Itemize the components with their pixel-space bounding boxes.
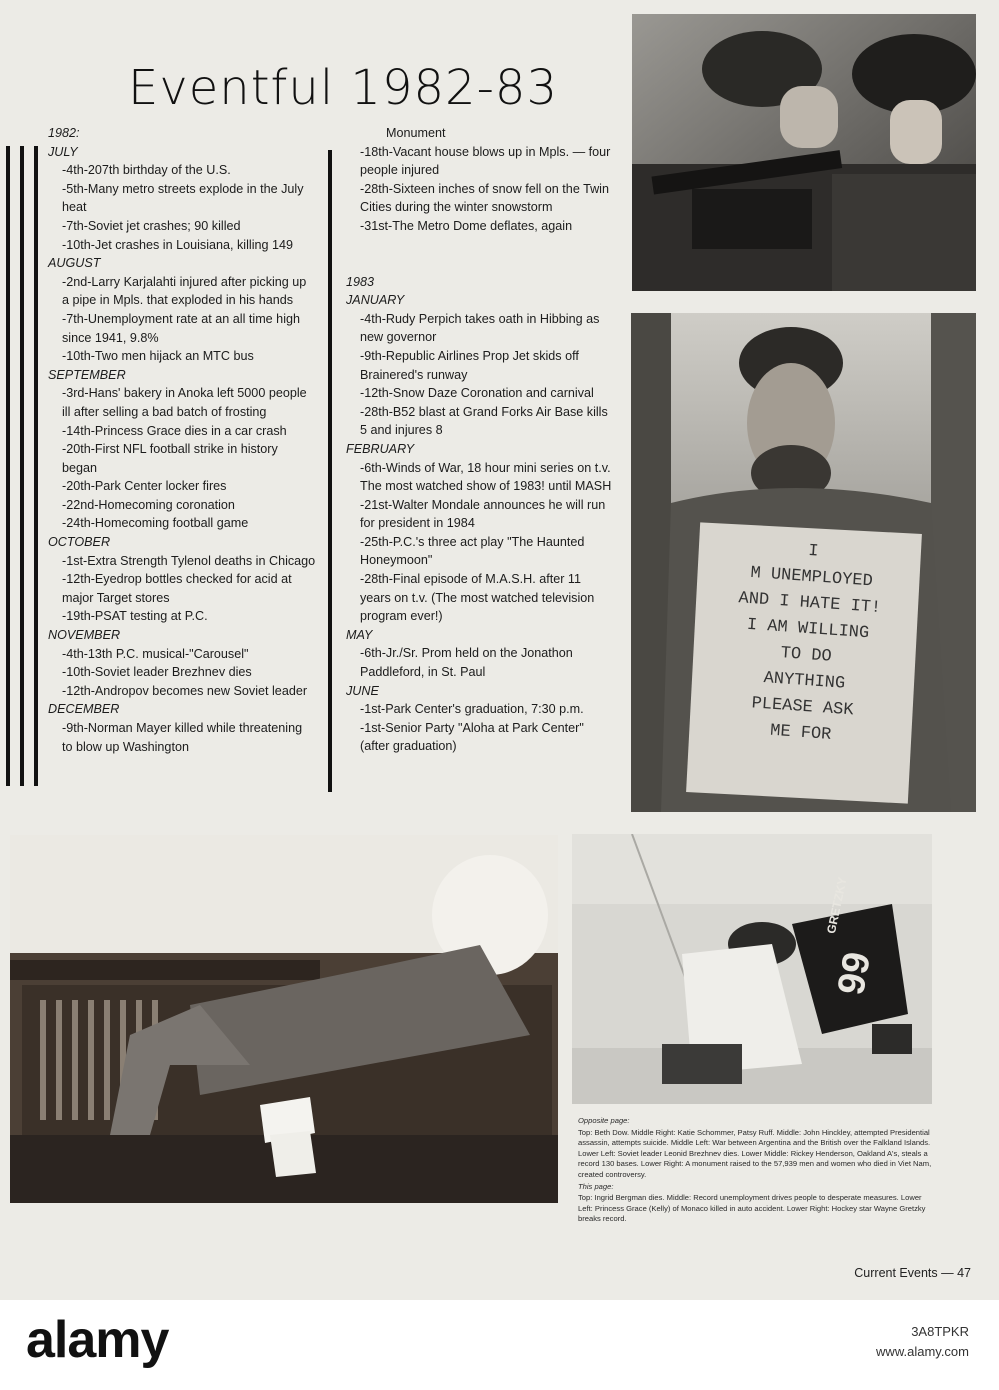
events-column-1 [48,124,316,756]
event-entry: -1st-Park Center's graduation, 7:30 p.m. [360,702,584,717]
watermark-image-id: 3A8TPKR [911,1324,969,1339]
event-entry-continued: Monument [386,126,446,140]
month-heading: JANUARY [346,293,405,308]
month-heading: MAY [346,627,373,642]
caption-paragraph [578,1128,938,1181]
month-heading: FEBRUARY [346,441,415,456]
event-entry: -10th-Soviet leader Brezhnev dies [62,665,252,680]
month-heading: JUNE [346,683,379,698]
month-heading: AUGUST [48,256,101,271]
sign-line: AND I HATE IT! [737,589,882,619]
caption-label: This page: [578,1181,614,1191]
sign-line: PLEASE ASK [750,694,855,721]
event-entry: -1st-Extra Strength Tylenol deaths in Chicago [62,553,316,568]
sign-line: TO DO [780,644,833,667]
event-entry: -2nd-Larry Karjalahti injured after picking up a pipe in Mpls. that exploded in his hands [62,274,307,308]
page-title: Eventful 1982-83 [128,60,558,116]
event-entry: -4th-Rudy Perpich takes oath in Hibbing as new governor [360,311,600,345]
section-gap [346,236,614,273]
event-entry: -31st-The Metro Dome deflates, again [360,218,573,233]
event-entry: -7th-Soviet jet crashes; 90 killed [62,218,241,233]
event-entry: -6th-Winds of War, 18 hour mini series on t.v. The most watched show of 1983! until MASH [360,460,612,494]
event-entry: -18th-Vacant house blows up in Mpls. — four people injured [360,144,611,178]
month-heading: JULY [48,144,78,159]
event-entry: -1st-Senior Party "Aloha at Park Center" (after graduation) [360,720,584,754]
photo-princess-grace [10,835,558,1203]
month-heading: NOVEMBER [48,628,121,643]
caption-text: Top: Beth Dow. Middle Right: Katie Schommer, Patsy Ruff. Middle: John Hinckley, attempted Presidential assassin, attempts suicide. Middle Left: War between Argentina and the British over the Falkland Islands. Lower Left: Soviet leader Leonid Brezhnev dies. Lower Middle: Rickey Henderson, Oakland A's, steals a record 130 bases. Lower Right: A monument raised to the 57,939 men and women who died in Viet Nam, created controversy. [578,1127,932,1179]
sign-line: ME FOR [769,721,832,745]
month-heading: 1982: [48,126,80,140]
event-entry: -6th-Jr./Sr. Prom held on the Jonathon Paddleford, in St. Paul [360,646,573,680]
photo-soldiers-art [632,14,976,291]
month-heading: OCTOBER [48,535,111,550]
sign-text [700,532,914,753]
events-column-2 [346,124,614,756]
jersey-name: GRETZKY [824,875,850,935]
photo-gretzky [572,834,932,1104]
sign-line: I [807,541,820,562]
event-entry: -4th-207th birthday of the U.S. [62,163,231,178]
month-heading: SEPTEMBER [48,367,126,382]
caption-paragraph [578,1182,938,1193]
photo-captions [578,1116,938,1226]
caption-text: Top: Ingrid Bergman dies. Middle: Record unemployment drives people to desperate measures. Lower Left: Princess Grace (Kelly) of Monaco killed in auto accident. Lower Right: Hockey star Wayne Gretzky breaks record. [578,1193,926,1224]
caption-paragraph [578,1193,938,1225]
sign-line: I AM WILLING [746,615,870,644]
photo-unemployed-man [631,313,976,812]
event-entry: -12th-Snow Daze Coronation and carnival [360,386,594,401]
month-heading: DECEMBER [48,702,120,717]
photo-piano-art [10,835,558,1203]
event-entry: -4th-13th P.C. musical-"Carousel" [62,646,249,661]
sign-line: M UNEMPLOYED [749,563,874,592]
watermark-logo: alamy [26,1311,169,1369]
event-entry: -3rd-Hans' bakery in Anoka left 5000 people ill after selling a bad batch of frosting [62,386,307,419]
left-rule-3 [34,146,38,786]
caption-paragraph [578,1116,938,1127]
page-footer: Current Events — 47 [854,1266,971,1280]
caption-label: Opposite page: [578,1116,630,1125]
event-entry: -10th-Two men hijack an MTC bus [62,349,254,364]
month-heading: 1983 [346,274,375,289]
event-entry: -7th-Unemployment rate at an all time high since 1941, 9.8% [62,311,300,345]
event-entry: -5th-Many metro streets explode in the July heat [62,181,304,215]
event-entry: -28th-B52 blast at Grand Forks Air Base kills 5 and injures 8 [360,404,608,438]
watermark-url: www.alamy.com [876,1344,969,1359]
event-entry: -9th-Republic Airlines Prop Jet skids off Brainered's runway [360,348,579,382]
center-rule [328,150,332,792]
event-entry: -24th-Homecoming football game [62,516,249,531]
sign-line: ANYTHING [762,669,846,694]
event-entry: -28th-Sixteen inches of snow fell on the Twin Cities during the winter snowstorm [360,181,609,215]
event-entry: -21st-Walter Mondale announces he will run for president in 1984 [360,497,606,531]
event-entry: -20th-Park Center locker fires [62,479,227,494]
event-entry: -22nd-Homecoming coronation [62,497,235,512]
left-rule-1 [6,146,10,786]
photo-hockey-art [572,834,932,1104]
event-entry: -28th-Final episode of M.A.S.H. after 11 years on t.v. (The most watched television program ever!) [360,572,595,624]
watermark-id [876,1322,969,1362]
jersey-number: 99 [830,948,880,998]
event-entry: -10th-Jet crashes in Louisiana, killing 149 [62,237,294,252]
photo-soldiers [632,14,976,291]
event-entry: -12th-Andropov becomes new Soviet leader [62,683,308,698]
left-rule-2 [20,146,24,786]
event-entry: -9th-Norman Mayer killed while threatening to blow up Washington [62,721,303,754]
event-entry: -19th-PSAT testing at P.C. [62,609,208,624]
event-entry: -14th-Princess Grace dies in a car crash [62,423,287,438]
event-entry: -12th-Eyedrop bottles checked for acid at major Target stores [62,572,292,605]
event-entry: -25th-P.C.'s three act play "The Haunted Honeymoon" [360,534,585,568]
event-entry: -20th-First NFL football strike in history began [62,442,278,475]
